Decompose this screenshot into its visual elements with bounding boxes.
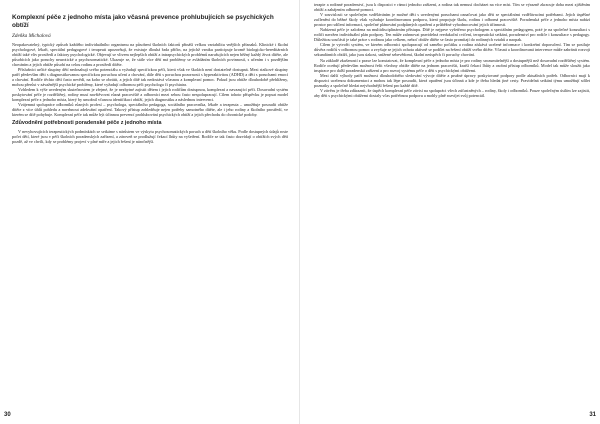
left-text-column	[12, 14, 288, 406]
page-number-right: 31	[589, 412, 596, 418]
article-title: Komplexní péče z jednoho místa jako včasná prevence prohlubujících se psychických obtíží	[12, 14, 274, 29]
paragraph: Vzájemná spolupráce odborníků různých profesí – psychologa, speciálního pedagoga, sociálního pracovníka, lékaře a terapeuta – umožňuje posoudit obtíže dítěte z více úhlů pohledu a navrhnout adekvátní opatření. Takový přístup zohledňuje nejen potřeby samotného dítěte, ale i jeho rodiny a školního prostředí, ve kterém se dítě pohybuje. Komplexní péče tak může být účinnou prevencí prohlubování psychických obtíží a jejich přechodu do chronické podoby.	[12, 102, 288, 118]
paragraph: Neopakovatelný, typický způsob každého individuálního organismu na působení školních faktorů přináší velkou variabilitu vnějších příznaků. Klinické i školní psychologové, lékaři, speciální pedagogové i terapeuti upozorňují, že existuje dlouhá řada příčin, na jejichž vzniku participuje kromě biologicko-hereditárních obtíží také vliv prostředí a faktory psychologické. Objevují se vlivem nejlepších obtíží a intrapsychických problémů narušujících nejen běžný každý život dítěte, ale působících jako poruchy neurotické a psychosomatické. Ukazuje se, že stále více dětí má problémy se zvládáním školních povinností, s učením i s pozdějším chováním a jejich obtíže působí na celou rodinu a prostředí dítěte.	[12, 41, 288, 67]
paragraph: V nevyhovujících terapeutických podmínkách se setkáme s nárůstem ve výskytu psychosomatických poruch u dětí školního věku. Podle dostupných údajů roste počet dětí, které jsou v péči školních poradenských zařízení, a zároveň se prodlužují čekací lhůty na vyšetření. Rodiče se tak často dozvídají o obtížích svých dětí pozdě, až ve chvíli, kdy se problémy projeví v plné míře a jejich řešení je náročnější.	[12, 129, 288, 145]
paragraph: Vzhledem k výše uvedeným skutečnostem je zřejmé, že je nezbytné zajistit dětem i jejich rodičům dostupnou, komplexní a navazující péči. Dosavadní systém poskytování péče je roztříštěný, rodiny musí navštěvovat různá pracoviště a odborníci mezi sebou často nespolupracují. Cílem tohoto příspěvku je popsat model komplexní péče z jednoho místa, který by umožnil včasnou identifikaci obtíží, jejich diagnostiku a následnou intervenci.	[12, 87, 288, 103]
paragraph: Příslušníci určité skupiny dětí nedosahují svého potenciálu a vyžadují specifickou péči, která však ve školách není dostatečně dostupná. Mezi rizikové skupiny patří především děti s diagnostikovanou specifickou poruchou učení a chování, dále děti s poruchou pozornosti s hyperaktivitou (ADHD) a děti s poruchami emocí a chování. Rodiče těchto dětí často nevědí, na koho se obrátit, a jejich dítě tak nedostává včasnou a komplexní pomoc. Pokud jsou obtíže dlouhodobě přehlíženy, mohou přerůst v závažnější psychické problémy, které vyžadují odbornou péči psychologa či psychiatra.	[12, 66, 288, 87]
section-heading: Zdůvodnění potřebnosti poradenské péče z jednoho místa	[12, 120, 162, 127]
paragraph: V závěru je třeba zdůraznit, že úspěch komplexní péče závisí na spolupráci všech zúčastněných – rodiny, školy i odborníků. Pouze společným úsilím lze zajistit, aby děti s psychickými obtížemi dostaly včas potřebnou podporu a mohly plně rozvíjet svůj potenciál.	[314, 87, 590, 98]
paragraph: Mezi další výhody patří možnost dlouhodobého sledování vývoje dítěte a pružné úpravy poskytované podpory podle aktuálních potřeb. Odborníci mají k dispozici ucelenou dokumentaci a mohou tak lépe posoudit, která opatření jsou účinná a kde je třeba hledat jiné cesty. Pravidelná setkání týmu umožňují sdílet poznatky a společně hledat nejvhodnější řešení pro každé dítě.	[314, 72, 590, 88]
right-text-column	[314, 2, 590, 404]
page-number-left: 30	[4, 412, 11, 418]
paragraph: terapie a rodinné poradenství, jsou k dispozici v rámci jednoho zařízení, a rodina tak nemusí docházet na více míst. Tím se výrazně zkracuje doba mezi zjištěním obtíží a zahájením odborné pomoci.	[314, 2, 590, 13]
paragraph: Cílem je vytvořit systém, ve kterém odborníci spolupracují od samého počátku a rodina získává ucelené informace i konkrétní doporučení. Tím se posiluje důvěra rodičů v odbornou pomoc a zvyšuje se jejich ochota aktivně se podílet na řešení obtíží svého dítěte. Včasná a koordinovaná intervence může zabránit rozvoji sekundárních obtíží, jako jsou úzkost, snížené sebevědomí, školní neúspěch či poruchy chování.	[314, 42, 590, 58]
paragraph: Na základě zkušeností z praxe lze konstatovat, že komplexní péče z jednoho místa je pro rodiny srozumitelnější a dostupnější než dosavadní roztříštěný systém. Rodiče oceňují především možnost řešit všechny obtíže dítěte na jednom pracovišti, kratší čekací lhůty a osobní přístup odborníků. Model tak může sloužit jako inspirace pro další poradenská zařízení a pro rozvoj systému péče o děti s psychickými obtížemi.	[314, 57, 590, 73]
right-page	[300, 0, 600, 424]
paragraph: V souvislosti se společným vzděláváním je možné děti s uvedenými poruchami označovat jako děti se speciálními vzdělávacími potřebami. Jejich úspěšné začlenění do běžné školy však vyžaduje koordinovanou podporu, která propojuje školu, rodinu i odborná pracoviště. Poradenská péče z jednoho místa nabízí prostor pro sdílení informací, společné plánování podpůrných opatření a průběžné vyhodnocování jejich účinnosti.	[314, 12, 590, 28]
paragraph: Nabízená péče je založena na multidisciplinárním přístupu. Dítě je nejprve vyšetřeno psychologem a speciálním pedagogem, poté je na společné konzultaci s rodiči navržen individuální plán podpory. Ten může zahrnovat pravidelná reedukační cvičení, terapeutická setkání, poradenství pro rodiče i konzultace s pedagogy. Důležitou součástí je také práce s rodinou jako celkem, neboť obtíže dítěte se často promítají do rodinných vztahů a naopak.	[314, 27, 590, 43]
author-name: Zdeňka Michalová	[12, 32, 51, 39]
